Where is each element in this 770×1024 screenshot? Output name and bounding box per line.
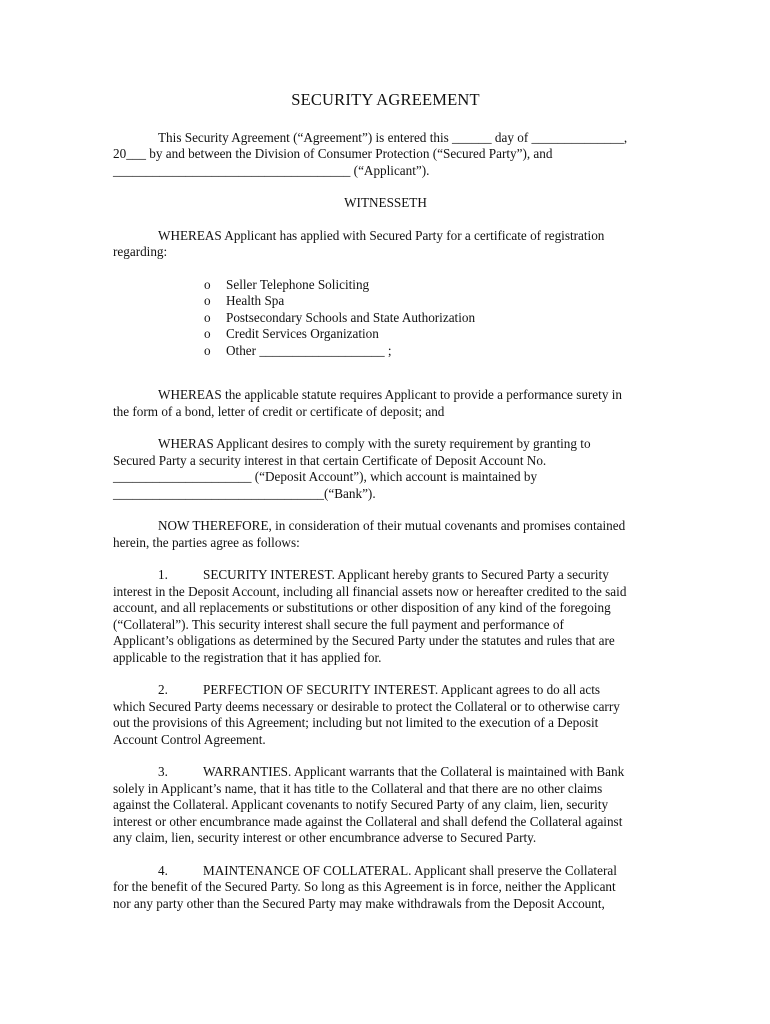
section-first-line	[113, 567, 658, 584]
intro-line: ____________________________________ (“Applicant”).	[113, 162, 430, 178]
section-line: interest or other encumbrance made against the Collateral and shall defend the Collateral against	[113, 813, 623, 829]
section-line: for the benefit of the Secured Party. So long as this Agreement is in force, neither the Applicant	[113, 879, 616, 894]
bullet-icon: o	[204, 276, 211, 292]
bullet-icon: o	[204, 342, 211, 358]
list-item	[204, 343, 658, 360]
whereas-line: WHEREAS Applicant has applied with Secured Party for a certificate of registration	[158, 227, 605, 243]
section-line: account, and all replacements or substitutions or other disposition of any kind of the foregoing	[113, 600, 611, 615]
option-label: Seller Telephone Soliciting	[226, 276, 370, 292]
wheras-line: Secured Party a security interest in that certain Certificate of Deposit Account No.	[113, 452, 547, 468]
whereas-line: WHEREAS the applicable statute requires Applicant to provide a performance surety in	[158, 387, 622, 402]
section-line: which Secured Party deems necessary or desirable to protect the Collateral or to otherwise carry	[113, 698, 620, 714]
list-item	[204, 277, 658, 294]
intro-paragraph	[113, 130, 658, 180]
section-number: 1.	[158, 567, 168, 582]
section-line: out the provisions of this Agreement; including but not limited to the execution of a Deposit	[113, 715, 599, 730]
section-number: 3.	[158, 764, 168, 779]
now-therefore-line: herein, the parties agree as follows:	[113, 534, 300, 550]
intro-line: 20___ by and between the Division of Consumer Protection (“Secured Party”), and	[113, 146, 553, 161]
wheras-line: _____________________ (“Deposit Account”), which account is maintained by	[113, 469, 538, 484]
whereas-registration-paragraph	[113, 228, 658, 261]
wheras-comply-paragraph	[113, 436, 658, 502]
registration-options-list	[113, 277, 658, 360]
section-line: applicable to the registration that it has applied for.	[113, 649, 382, 665]
section-heading-text: MAINTENANCE OF COLLATERAL. Applicant shall preserve the Collateral	[203, 862, 617, 878]
wheras-line: WHERAS Applicant desires to comply with the surety requirement by granting to	[158, 436, 591, 451]
section-security-interest	[113, 567, 658, 666]
whereas-line: the form of a bond, letter of credit or certificate of deposit; and	[113, 403, 445, 419]
section-heading-text: SECURITY INTEREST. Applicant hereby grants to Secured Party a security	[203, 567, 609, 582]
section-number: 4.	[158, 862, 168, 878]
witnesseth-heading: WITNESSETH	[344, 195, 427, 210]
bullet-icon: o	[204, 293, 211, 308]
section-heading-text: WARRANTIES. Applicant warrants that the Collateral is maintained with Bank	[203, 764, 625, 779]
section-line: Account Control Agreement.	[113, 731, 266, 747]
section-line: Applicant’s obligations as determined by the Secured Party under the statutes and rules that are	[113, 633, 615, 648]
option-label: Health Spa	[226, 293, 285, 308]
now-therefore-paragraph	[113, 518, 658, 551]
document-title: SECURITY AGREEMENT	[291, 90, 480, 109]
document-body	[113, 92, 658, 928]
whereas-statute-paragraph	[113, 387, 658, 420]
section-maintenance	[113, 863, 658, 913]
whereas-line: regarding:	[113, 244, 168, 259]
section-line: any claim, lien, security interest or other encumbrance adverse to Secured Party.	[113, 830, 537, 845]
bullet-icon: o	[204, 326, 211, 341]
section-first-line	[113, 764, 658, 781]
intro-line: This Security Agreement (“Agreement”) is entered this ______ day of ______________,	[158, 129, 628, 145]
list-item	[204, 326, 658, 343]
section-line: nor any party other than the Secured Party may make withdrawals from the Deposit Account,	[113, 895, 605, 911]
spacer	[113, 359, 658, 387]
section-line: (“Collateral”). This security interest shall secure the full payment and performance of	[113, 616, 564, 632]
option-label: Other ___________________ ;	[226, 342, 392, 358]
section-line: against the Collateral. Applicant covenants to notify Secured Party of any claim, lien, security	[113, 797, 609, 812]
section-line: solely in Applicant’s name, that it has title to the Collateral and that there are no other claims	[113, 780, 603, 796]
section-perfection	[113, 682, 658, 748]
section-first-line	[113, 682, 658, 699]
option-label: Postsecondary Schools and State Authorization	[226, 309, 476, 325]
section-warranties	[113, 764, 658, 847]
wheras-line: ________________________________(“Bank”).	[113, 485, 376, 501]
list-item	[204, 293, 658, 310]
now-therefore-line: NOW THEREFORE, in consideration of their mutual covenants and promises contained	[158, 518, 626, 533]
section-first-line	[113, 863, 658, 880]
section-number: 2.	[158, 682, 168, 697]
list-item	[204, 310, 658, 327]
section-heading-text: PERFECTION OF SECURITY INTEREST. Applicant agrees to do all acts	[203, 682, 601, 697]
bullet-icon: o	[204, 309, 211, 325]
section-line: interest in the Deposit Account, including all financial assets now or hereafter credited to the said	[113, 583, 627, 599]
option-label: Credit Services Organization	[226, 326, 379, 341]
